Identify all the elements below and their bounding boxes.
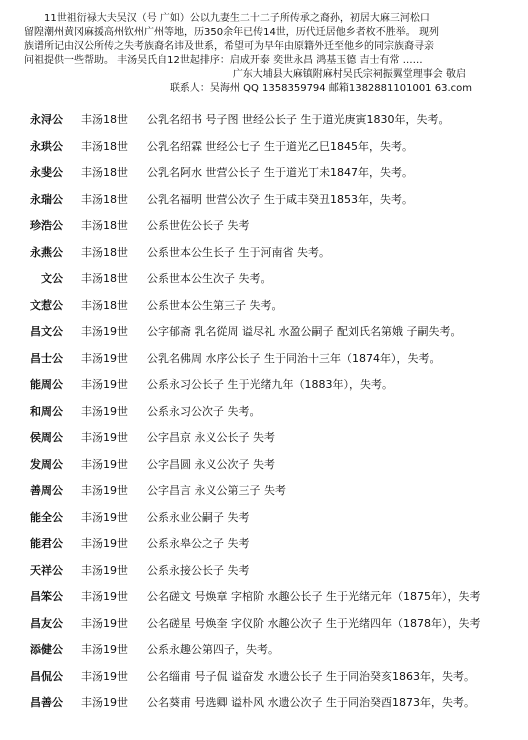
record-detail: 公系永接公长子 失考 [147, 563, 250, 577]
intro-line-2: 留隍潮州黄冈麻援高州钦州广州等地，历350余年已传14世，历代迁居他乡者枚不胜举。 现列 [24, 27, 439, 38]
ancestor-name: 和周公 [30, 404, 63, 418]
record-detail: 公系永习公次子 失考。 [147, 404, 261, 418]
intro-line-3: 族谱所记由汉公所传之失考族裔名讳及世系，希望可为早年由原籍外迁至他乡的同宗族裔寻亲 [24, 41, 434, 52]
record-detail: 公字昌圆 永义公次子 失考 [147, 457, 275, 471]
contact-info: 联系人：吴海州 QQ 1358359794 邮箱1382881101001 63.com [169, 83, 472, 94]
generation: 丰汤18世 [81, 166, 128, 179]
ancestor-name: 永斐公 [30, 166, 63, 179]
record-row [0, 134, 528, 161]
record-detail: 公系世本公生长子 生于河南省 失考。 [147, 245, 330, 259]
intro-line-4: 问祖提供一些帮助。 丰汤吴氏自12世起排序：启成开泰 奕世永昌 鸿基玉德 吉士有常 …… [24, 55, 423, 66]
ancestor-name: 永浔公 [30, 113, 63, 126]
generation: 丰汤19世 [81, 351, 128, 365]
record-detail: 公名缁甫 号子侃 谥奋发 水遗公长子 生于同治癸亥1863年，失考。 [147, 669, 475, 683]
records-list [0, 107, 528, 717]
generation: 丰汤19世 [81, 616, 128, 630]
record-detail: 公乳名绍书 号子图 世经公长子 生于道光庚寅1830年，失考。 [147, 113, 450, 126]
record-detail: 公字郁斋 乳名從周 谥尽礼 水盈公嗣子 配刘氏名第娥 子嗣失考。 [147, 325, 462, 338]
generation: 丰汤19世 [81, 590, 128, 603]
ancestor-name: 永珙公 [30, 139, 63, 153]
record-row [0, 372, 528, 399]
ancestor-name: 永瑞公 [30, 192, 63, 206]
record-row [0, 213, 528, 240]
record-row [0, 664, 528, 691]
ancestor-name: 添健公 [30, 643, 63, 656]
generation: 丰汤19世 [81, 431, 128, 444]
record-row [0, 505, 528, 532]
ancestor-name: 珍浩公 [30, 219, 63, 232]
record-row [0, 319, 528, 346]
generation: 丰汤19世 [81, 643, 128, 656]
record-detail: 公系世本公生次子 失考。 [147, 272, 272, 285]
generation: 丰汤19世 [81, 669, 128, 683]
generation: 丰汤18世 [81, 245, 128, 259]
ancestor-name: 昌友公 [30, 616, 63, 630]
record-row [0, 240, 528, 267]
generation: 丰汤18世 [81, 298, 128, 312]
record-detail: 公系永趣公第四子，失考。 [147, 643, 279, 656]
record-row [0, 160, 528, 187]
record-row [0, 637, 528, 664]
record-row [0, 611, 528, 638]
record-row [0, 293, 528, 320]
generation: 丰汤19世 [81, 457, 128, 471]
ancestor-name: 文公 [41, 272, 63, 285]
generation: 丰汤18世 [81, 272, 128, 285]
ancestor-name: 发周公 [30, 457, 63, 471]
generation: 丰汤18世 [81, 113, 128, 126]
record-row [0, 558, 528, 585]
ancestor-name: 文惹公 [30, 298, 63, 312]
generation: 丰汤18世 [81, 192, 128, 206]
ancestor-name: 昌文公 [30, 325, 63, 338]
ancestor-name: 天祥公 [30, 563, 63, 577]
ancestor-name: 能全公 [30, 510, 63, 524]
generation: 丰汤19世 [81, 404, 128, 418]
ancestor-name: 能周公 [30, 378, 63, 391]
record-detail: 公名磋星 号焕奎 字仪阶 水趣公次子 生于光绪四年（1878年），失考 [147, 616, 481, 630]
record-detail: 公乳名福明 世营公次子 生于咸丰癸丑1853年，失考。 [147, 192, 413, 206]
generation: 丰汤19世 [81, 378, 128, 391]
record-detail: 公系永业公嗣子 失考 [147, 510, 250, 524]
record-row [0, 266, 528, 293]
intro-line-1: 11世祖衍禄大夫吴汉（号 广如）公以九妻生二十二子所传承之裔孙，初居大麻三河松口 [44, 13, 430, 24]
record-row [0, 107, 528, 134]
organization-signature: 广东大埔县大麻镇附麻村吴氏宗祠振翼堂理事会 敬启 [232, 69, 466, 80]
ancestor-name: 永燕公 [30, 245, 63, 259]
generation: 丰汤18世 [81, 219, 128, 232]
record-detail: 公名葵甫 号选卿 谥朴风 水遗公次子 生于同治癸酉1873年，失考。 [147, 696, 475, 709]
record-row [0, 399, 528, 426]
ancestor-name: 昌善公 [30, 696, 63, 709]
record-row [0, 531, 528, 558]
record-row [0, 187, 528, 214]
generation: 丰汤18世 [81, 139, 128, 153]
record-detail: 公系永习公长子 生于光绪九年（1883年），失考。 [147, 378, 393, 391]
record-row [0, 346, 528, 373]
generation: 丰汤19世 [81, 563, 128, 577]
generation: 丰汤19世 [81, 510, 128, 524]
record-detail: 公字昌京 永义公长子 失考 [147, 431, 275, 444]
record-detail: 公名磋文 号焕章 字棺阶 水趣公长子 生于光绪元年（1875年），失考 [147, 590, 481, 603]
ancestor-name: 能君公 [30, 537, 63, 550]
ancestor-name: 昌士公 [30, 351, 63, 365]
ancestor-name: 昌侃公 [30, 669, 63, 683]
generation: 丰汤19世 [81, 325, 128, 338]
record-row [0, 690, 528, 717]
record-detail: 公系永皋公之子 失考 [147, 537, 250, 550]
ancestor-name: 昌笨公 [30, 590, 63, 603]
record-row [0, 452, 528, 479]
generation: 丰汤19世 [81, 696, 128, 709]
generation: 丰汤19世 [81, 484, 128, 497]
record-row [0, 584, 528, 611]
record-detail: 公乳名阿水 世营公长子 生于道光丁未1847年，失考。 [147, 166, 413, 179]
record-detail: 公字昌言 永义公第三子 失考 [147, 484, 286, 497]
generation: 丰汤19世 [81, 537, 128, 550]
record-detail: 公乳名佛周 水序公长子 生于同治十三年（1874年），失考。 [147, 351, 441, 365]
record-row [0, 478, 528, 505]
record-row [0, 425, 528, 452]
record-detail: 公乳名绍霖 世经公七子 生于道光乙巳1845年，失考。 [147, 139, 413, 153]
ancestor-name: 善周公 [30, 484, 63, 497]
record-detail: 公系世佐公长子 失考 [147, 219, 250, 232]
intro-notice [24, 12, 504, 96]
ancestor-name: 侯周公 [30, 431, 63, 444]
record-detail: 公系世本公生第三子 失考。 [147, 298, 283, 312]
